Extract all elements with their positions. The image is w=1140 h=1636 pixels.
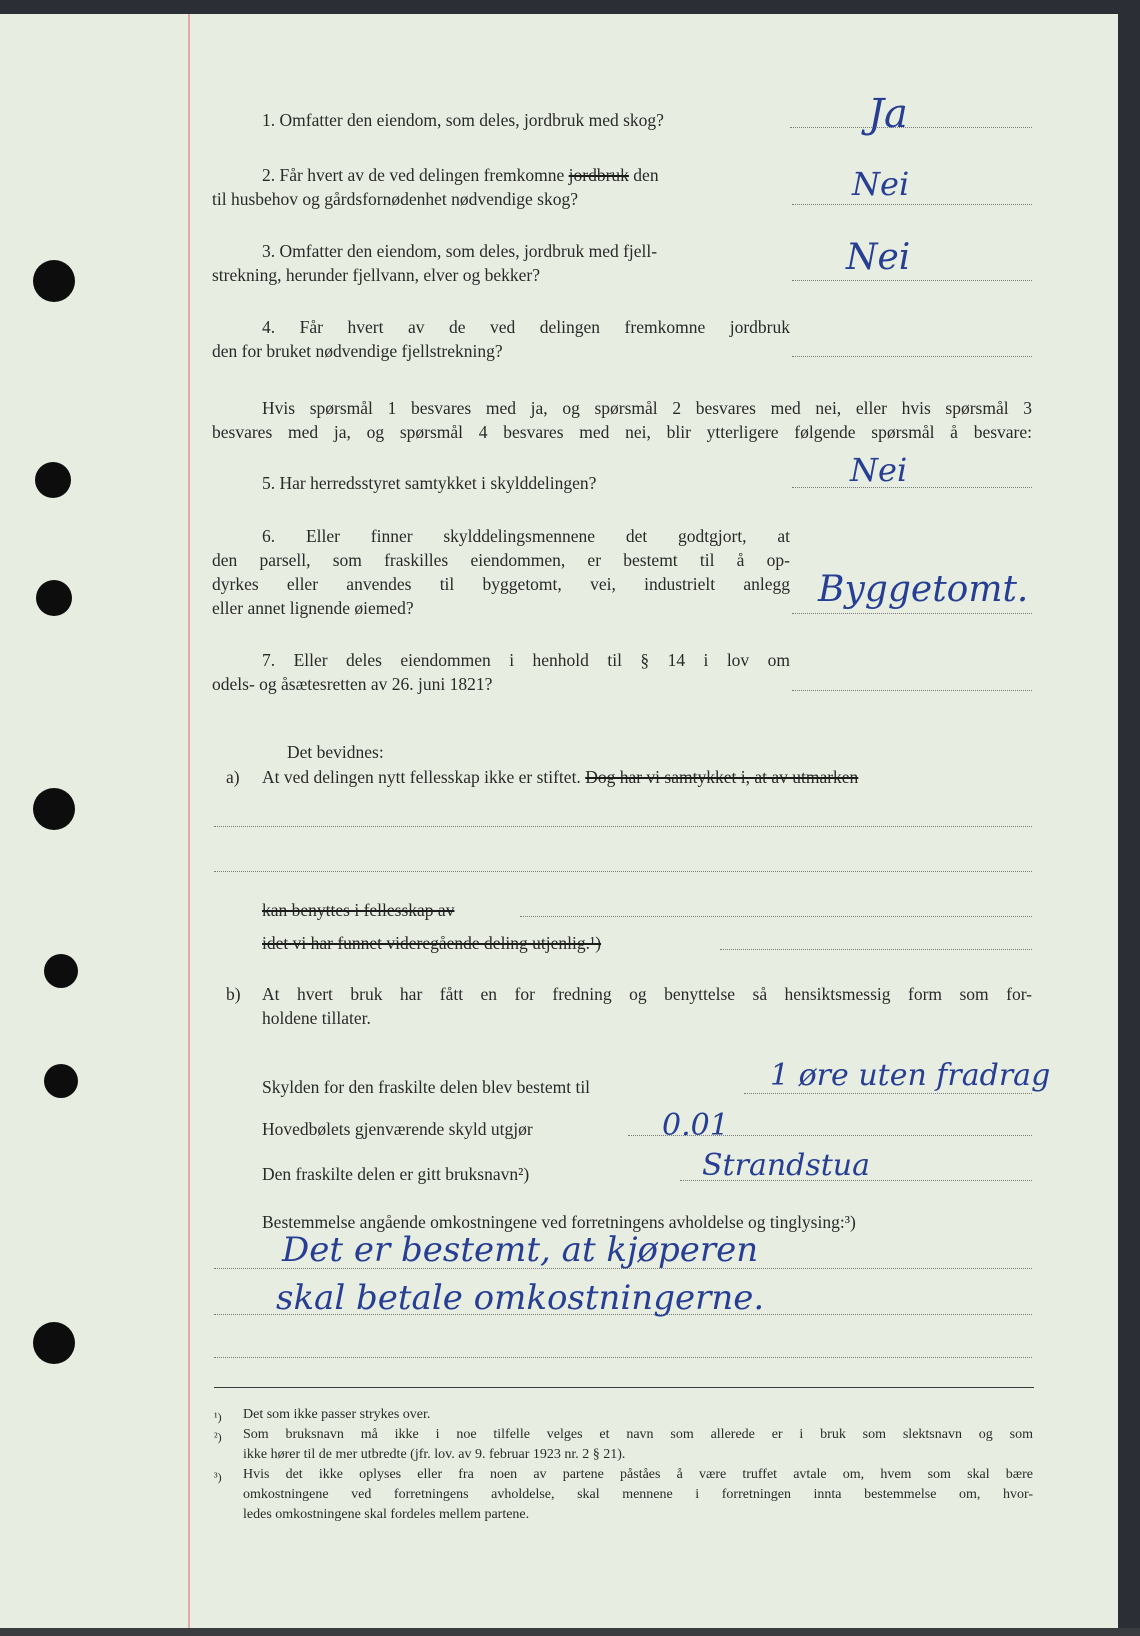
- punch-hole: [44, 954, 78, 988]
- red-margin-line: [188, 14, 190, 1628]
- bruksnavn-value: Strandstua: [702, 1148, 871, 1183]
- footnote-rule: [214, 1387, 1034, 1388]
- omkostninger-label: Bestemmelse angående omkostningene ved forretningens avholdelse og tinglysing:³): [262, 1212, 856, 1232]
- answer-line: [792, 487, 1032, 488]
- punch-hole: [44, 1064, 78, 1098]
- answer-line: [792, 613, 1032, 614]
- answer-1: Ja: [868, 91, 908, 137]
- certify-b-line-1: At hvert bruk har fått en for fredning og benyttelse så hensiktsmessig form som for-: [262, 984, 1032, 1004]
- answer-3: Nei: [846, 237, 911, 278]
- answer-line: [792, 280, 1032, 281]
- footnote-mark-2: ²): [214, 1430, 222, 1444]
- struck-line-2: idet vi har funnet videregående deling utjenlig.¹): [262, 933, 602, 953]
- question-6-line-2: den parsell, som fraskilles eiendommen, er bestemt til å op-: [212, 550, 790, 570]
- struck-line-1: kan benyttes i fellesskap av: [262, 900, 455, 920]
- punch-hole: [33, 788, 75, 830]
- punch-hole: [33, 260, 75, 302]
- certify-heading: Det bevidnes:: [287, 742, 384, 762]
- answer-line: [792, 356, 1032, 357]
- answer-line: [792, 690, 1032, 691]
- bruksnavn-label: Den fraskilte delen er gitt bruksnavn²): [262, 1164, 530, 1184]
- hovedbol-label: Hovedbølets gjenværende skyld utgjør: [262, 1119, 533, 1139]
- footnote-mark-3: ³): [214, 1470, 222, 1484]
- hovedbol-value: 0.01: [662, 1108, 729, 1143]
- question-6-line-4: eller annet lignende øiemed?: [212, 598, 414, 618]
- blank-line: [214, 871, 1032, 872]
- question-3-line-1: 3. Omfatter den eiendom, som deles, jordbruk med fjell-: [262, 241, 658, 261]
- certify-a-line: At ved delingen nytt fellesskap ikke er stiftet. Dog har vi samtykket i, at av utmarken: [262, 767, 859, 787]
- field-line: [214, 1357, 1032, 1358]
- footnote-3: Hvis det ikke oplyses eller fra noen av partene påståes å være truffet avtale om, hvem som skal bære omkostningene ved forretningens avholdelse, skal mennene i forretningen innta bestemmelse om, hvor- ledes omkostningene skal fordeles mellem partene.: [243, 1467, 1033, 1522]
- answer-line: [790, 127, 1032, 128]
- question-6-line-3: dyrkes eller anvendes til byggetomt, vei, industrielt anlegg: [212, 574, 790, 594]
- footnote-mark-1: ¹): [214, 1410, 222, 1424]
- question-7-line-1: 7. Eller deles eiendommen i henhold til § 14 i lov om: [262, 650, 790, 670]
- footnote-2: Som bruksnavn må ikke i noe tilfelle velges et navn som allerede er i bruk som slektsnavn og som ikke hører til de mer utbredte (jfr. lov. av 9. februar 1923 nr. 2 § 21).: [243, 1427, 1033, 1462]
- question-5: 5. Har herredsstyret samtykket i skylddelingen?: [262, 473, 597, 493]
- certify-b-label: b): [226, 984, 241, 1004]
- certify-a-label: a): [226, 767, 240, 787]
- answer-line: [792, 204, 1032, 205]
- question-2-line-2: til husbehov og gårdsfornødenhet nødvendige skog?: [212, 189, 578, 209]
- omkostninger-value-2: skal betale omkostningerne.: [276, 1278, 765, 1318]
- blank-line: [720, 949, 1032, 950]
- answer-5: Nei: [850, 451, 908, 489]
- punch-hole: [36, 580, 72, 616]
- punch-hole: [33, 1322, 75, 1364]
- blank-line: [520, 916, 1032, 917]
- omkostninger-value-1: Det er bestemt, at kjøperen: [282, 1230, 759, 1270]
- question-3-line-2: strekning, herunder fjellvann, elver og bekker?: [212, 265, 540, 285]
- condition-line-1: Hvis spørsmål 1 besvares med ja, og spørsmål 2 besvares med nei, eller hvis spørsmål 3: [262, 398, 1032, 418]
- question-4-line-1: 4. Får hvert av de ved delingen fremkomne jordbruk: [262, 317, 790, 337]
- question-1: 1. Omfatter den eiendom, som deles, jordbruk med skog?: [262, 110, 664, 130]
- answer-2: Nei: [852, 165, 910, 203]
- answer-6: Byggetomt.: [818, 569, 1029, 610]
- punch-hole: [35, 462, 71, 498]
- blank-line: [214, 826, 1032, 827]
- scan-bottom-edge: [0, 1628, 1140, 1636]
- scan-right-edge: [1118, 0, 1140, 1636]
- certify-b-line-2: holdene tillater.: [262, 1008, 371, 1028]
- skyld-value: 1 øre uten fradrag: [770, 1058, 1051, 1093]
- question-4-line-2: den for bruket nødvendige fjellstrekning?: [212, 341, 503, 361]
- scan-top-edge: [0, 0, 1140, 14]
- skyld-label: Skylden for den fraskilte delen blev bestemt til: [262, 1077, 591, 1097]
- question-7-line-2: odels- og åsætesretten av 26. juni 1821?: [212, 674, 493, 694]
- question-6-line-1: 6. Eller finner skylddelingsmennene det godtgjort, at: [262, 526, 790, 546]
- condition-line-2: besvares med ja, og spørsmål 4 besvares med nei, blir ytterligere følgende spørsmål å besvare:: [212, 422, 1032, 442]
- footnote-1: Det som ikke passer strykes over.: [243, 1407, 431, 1422]
- question-2-line-1: 2. Får hvert av de ved delingen fremkomne jordbruk den: [262, 165, 659, 185]
